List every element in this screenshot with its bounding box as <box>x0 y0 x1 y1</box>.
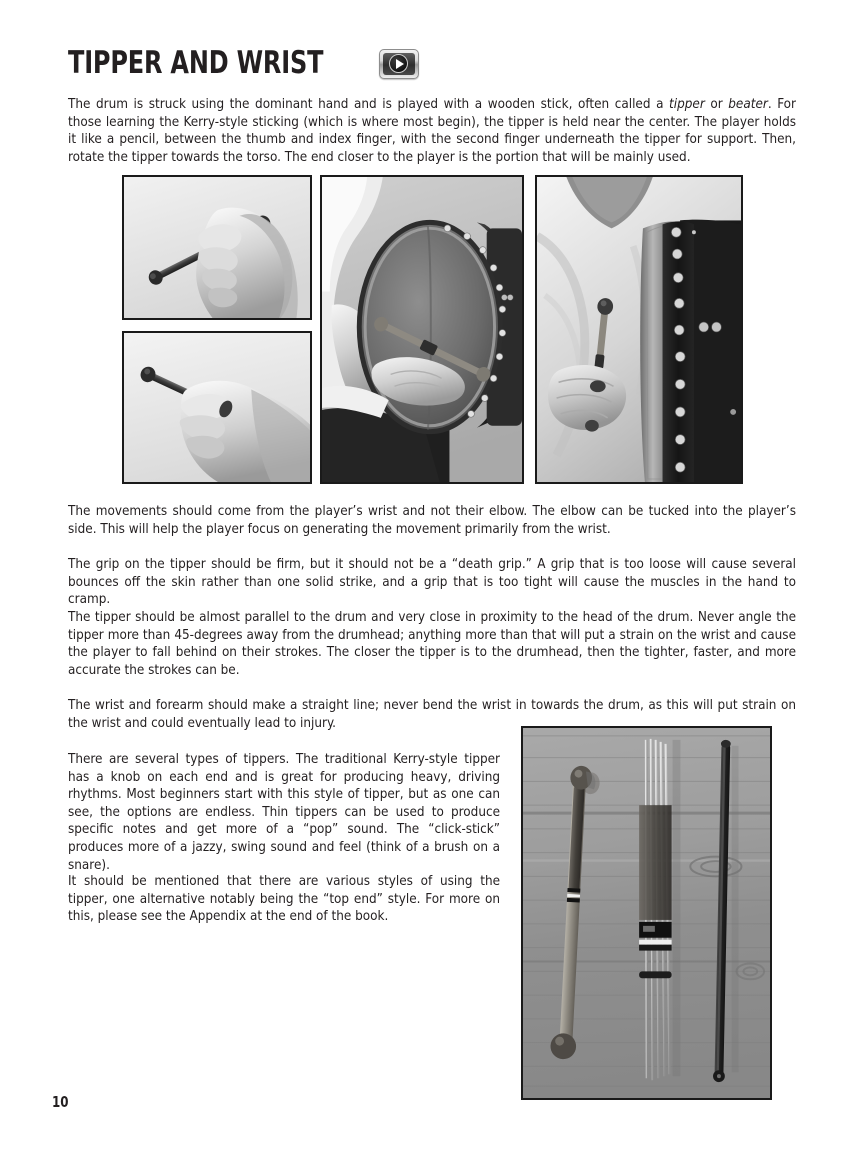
photo-tipper-styles-art <box>523 728 770 1098</box>
intro-text-c: . For those learning the Kerry-style sticking (which is where most begin), the tipper is held near the center. The player holds it like a pencil, between the thumb and index finger, with the second finger underneath the tipper for support. Then, rotate the tipper towards the torso. The end closer to the player is the portion that will be mainly used. <box>68 97 796 165</box>
photo-bodhran-front <box>320 175 524 484</box>
photo-bodhran-side <box>535 175 743 484</box>
intro-text-b: or <box>704 97 729 112</box>
page-title: TIPPER AND WRIST <box>68 45 324 81</box>
paragraph-intro <box>68 96 796 166</box>
page-number: 10 <box>52 1093 69 1111</box>
photo-hand-pencil-grip-art <box>124 177 310 318</box>
photo-hand-rotated-grip <box>122 331 312 484</box>
paragraph-tipper-styles: It should be mentioned that there are various styles of using the tipper, one alternative notably being the “top end” style. For more on this, please see the Appendix at the end of the book. <box>68 874 500 925</box>
photo-hand-rotated-grip-art <box>124 333 310 482</box>
intro-emphasis-beater: beater <box>728 97 768 112</box>
paragraph-tipper-types: There are several types of tippers. The traditional Kerry-style tipper has a knob on each end and is great for producing heavy, driving rhythms. Most beginners start with this style of tipper, but as one can see, the options are endless. Thin tippers can be used to produce specific notes and get more of a “pop” sound. The “click-stick” produces more of a jazzy, swing sound and feel (think of a brush on a snare). <box>68 752 500 873</box>
paragraph-angle: The tipper should be almost parallel to the drum and very close in proximity to the head of the drum. Never angle the tipper more than 45-degrees away from the drumhead; anything more than that will put a strain on the wrist and cause the player to fall behind on their strokes. The closer the tipper is to the drumhead, then the tighter, faster, and more accurate the strokes can be. <box>68 610 796 678</box>
paragraph-wrist-line: The wrist and forearm should make a straight line; never bend the wrist in towards the drum, as this will put strain on the wrist and could eventually lead to injury. <box>68 698 796 731</box>
photo-bodhran-front-art <box>322 177 522 482</box>
intro-text-a: The drum is struck using the dominant hand and is played with a wooden stick, often called a <box>68 97 670 112</box>
play-icon-triangle <box>396 59 404 69</box>
paragraph-movement: The movements should come from the player’s wrist and not their elbow. The elbow can be tucked into the player’s side. This will help the player focus on generating the movement primarily from the wrist. <box>68 504 796 537</box>
photo-bodhran-side-art <box>537 177 741 482</box>
photo-tipper-styles <box>521 726 772 1100</box>
play-icon[interactable] <box>379 49 419 79</box>
paragraph-grip: The grip on the tipper should be firm, but it should not be a “death grip.” A grip that is too loose will cause several bounces off the skin rather than one solid strike, and a grip that is too tight will cause the muscles in the hand to cramp. <box>68 557 796 608</box>
intro-emphasis-tipper: tipper <box>669 97 705 112</box>
photo-hand-pencil-grip <box>122 175 312 320</box>
page-title-row <box>68 45 419 81</box>
